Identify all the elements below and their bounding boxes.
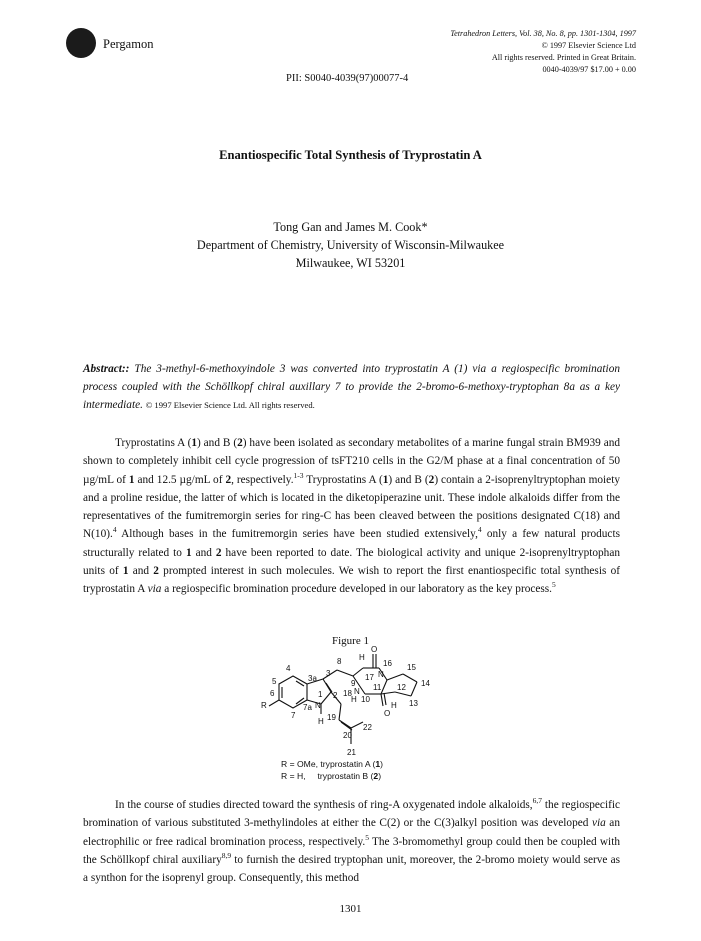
journal-line: 0040-4039/97 $17.00 + 0.00 — [542, 65, 636, 74]
text-run: ) have been isolated as secondary metabolites of a marine fungal strain BM939 and shown to completely inhibit cell cycle progression of tsFT210 cells in the G2/M phase at a final concentration of 50 µg/mL of — [83, 437, 621, 486]
atom-label: R — [261, 701, 267, 710]
compound-number: 1 — [185, 546, 192, 559]
text-run: ) and B ( — [197, 437, 238, 449]
figure-legend — [281, 758, 383, 782]
journal-line: © 1997 Elsevier Science Ltd — [541, 41, 636, 50]
atom-label: O — [371, 646, 378, 654]
atom-label: 13 — [409, 699, 418, 708]
text-run: , respectively. — [231, 473, 294, 486]
text-run: ) contain a 2-isoprenyltryptophan moiety and a proline residue, the latter of which is located in the diketopiperazine unit. These indole alkaloids differ from the representatives of the fumitremorgin series for ring-C has been cleaved between the positions designated C(18) and N(10). — [83, 473, 620, 541]
text-run: In the course of studies directed toward the synthesis of ring-A oxygenated indole alkaloids, — [115, 799, 533, 811]
compound-number: 2 — [225, 473, 232, 486]
italic-term: via — [147, 583, 162, 596]
compound-number: 2 — [373, 771, 379, 781]
pii-identifier: PII: S0040-4039(97)00077-4 — [286, 73, 409, 84]
page-number: 1301 — [339, 903, 362, 915]
text-run: Although bases in the fumitremorgin series have been studied extensively, — [116, 528, 478, 541]
text-run: an electrophilic or free radical bromination process, respectively. — [83, 817, 620, 848]
legend-row — [281, 770, 383, 782]
text-run: a regiospecific bromination procedure developed in our laboratory as the key process. — [161, 583, 553, 596]
text-run: ) and B ( — [388, 473, 429, 486]
atom-label: 14 — [421, 679, 430, 688]
atom-label: 21 — [347, 748, 356, 757]
text-run: to furnish the desired tryptophan unit, moreover, the 2-bromo moiety would serve as a synthon for the isoprenyl group. Consequently, this method — [83, 853, 620, 885]
atom-label: 12 — [397, 683, 406, 692]
atom-label: 15 — [407, 663, 416, 672]
atom-label: H — [359, 653, 365, 662]
atom-label: 22 — [363, 723, 372, 732]
atom-label: 11 — [373, 683, 382, 692]
atom-label: N — [354, 687, 360, 696]
legend-row — [281, 758, 383, 770]
text-run: and 12.5 µg/mL of — [134, 473, 226, 486]
italic-term: via — [591, 817, 606, 830]
journal-line: Tetrahedron Letters, Vol. 38, No. 8, pp. 1301-1304, 1997 — [450, 29, 636, 38]
author-address: Milwaukee, WI 53201 — [295, 256, 406, 270]
text-run: Tryprostatins A ( — [303, 473, 383, 486]
atom-label: 5 — [272, 677, 277, 686]
text-run: the regiospecific bromination of various substituted 3-methylindoles at either the C(2) or the C(3)alkyl position was developed — [83, 799, 620, 830]
atom-label: 1 — [318, 690, 323, 699]
reference-superscript: 5 — [365, 832, 369, 842]
reference-superscript: 8,9 — [221, 850, 232, 860]
figure-caption: Figure 1 — [332, 635, 369, 647]
body-paragraph-2 — [83, 796, 620, 887]
publisher-name: Pergamon — [103, 37, 154, 51]
text-run: prompted interest in such molecules. We wish to report the first enantiospecific total synthesis of tryprostatin A — [83, 565, 620, 596]
atom-label: 7a — [303, 703, 312, 712]
legend-text: ) — [378, 771, 382, 781]
atom-label: 18 — [343, 689, 352, 698]
atom-label: 3 — [326, 669, 331, 678]
compound-number: 2 — [428, 473, 435, 486]
author-block — [0, 218, 701, 272]
legend-text: R = OMe, tryprostatin A ( — [281, 759, 376, 769]
pergamon-logo-icon — [66, 28, 96, 58]
text-run: only a few natural products structurally related to — [83, 528, 620, 559]
atom-label: 7 — [291, 711, 296, 720]
atom-label: H — [318, 717, 324, 726]
atom-label: 20 — [343, 731, 352, 740]
journal-line: All rights reserved. Printed in Great Britain. — [491, 53, 636, 62]
abstract-label: Abstract:: — [83, 363, 130, 375]
abstract — [83, 360, 620, 415]
compound-number: 2 — [237, 437, 243, 449]
abstract-body: The 3-methyl-6-methoxyindole 3 was converted into tryprostatin A (1) via a regiospecific bromination process coupled with the Schöllkopf chiral auxillary 7 to provide the 2-bromo-6-methoxy-tryptophan 8a as a key intermediate. — [83, 363, 620, 412]
atom-label: 17 — [365, 673, 374, 682]
atom-label: 4 — [286, 664, 291, 673]
atom-label: O — [384, 709, 391, 718]
atom-label: 16 — [383, 659, 392, 668]
compound-number: 1 — [382, 473, 389, 486]
author-affiliation: Department of Chemistry, University of Wisconsin-Milwaukee — [196, 238, 505, 252]
reference-superscript: 4 — [112, 525, 117, 535]
compound-number: 2 — [153, 565, 159, 578]
reference-superscript: 5 — [552, 580, 556, 590]
legend-text: ) — [380, 759, 383, 769]
reference-superscript: 6,7 — [532, 796, 542, 805]
atom-label: 9 — [351, 679, 356, 688]
journal-citation — [450, 28, 636, 76]
legend-text: R = H, tryprostatin B ( — [281, 771, 374, 781]
text-run: Tryprostatins A ( — [115, 437, 192, 449]
abstract-copyright: © 1997 Elsevier Science Ltd. All rights reserved. — [145, 400, 315, 411]
tryprostatin-structure-figure — [255, 646, 455, 758]
atom-label: 3a — [308, 674, 317, 683]
text-run: have been reported to date. The biological activity and unique 2-isoprenyltryptophan units of — [83, 546, 620, 578]
paper-title: Enantiospecific Total Synthesis of Tryprostatin A — [219, 148, 482, 162]
compound-number: 2 — [215, 546, 222, 559]
compound-number: 1 — [375, 759, 381, 769]
atom-label: H — [351, 695, 357, 704]
text-run: and — [128, 565, 154, 578]
atom-label: 19 — [327, 713, 336, 722]
compound-number: 1 — [122, 565, 129, 578]
atom-label: H — [391, 701, 397, 710]
atom-label: 2 — [333, 691, 338, 700]
body-paragraph-1 — [83, 434, 620, 599]
atom-label: 8 — [337, 657, 342, 666]
reference-superscript: 4 — [477, 525, 482, 535]
atom-labels — [261, 646, 430, 757]
text-run: The 3-bromomethyl group could then be coupled with the Schöllkopf chiral auxiliary — [83, 835, 620, 866]
reference-superscript: 1-3 — [293, 470, 304, 480]
atom-label: N — [315, 701, 321, 710]
compound-number: 1 — [128, 473, 135, 486]
text-run: and — [191, 546, 216, 559]
author-names: Tong Gan and James M. Cook* — [273, 220, 428, 234]
atom-label: 10 — [361, 695, 370, 704]
compound-number: 1 — [191, 437, 197, 449]
atom-label: N — [378, 670, 384, 679]
atom-label: 6 — [270, 689, 275, 698]
